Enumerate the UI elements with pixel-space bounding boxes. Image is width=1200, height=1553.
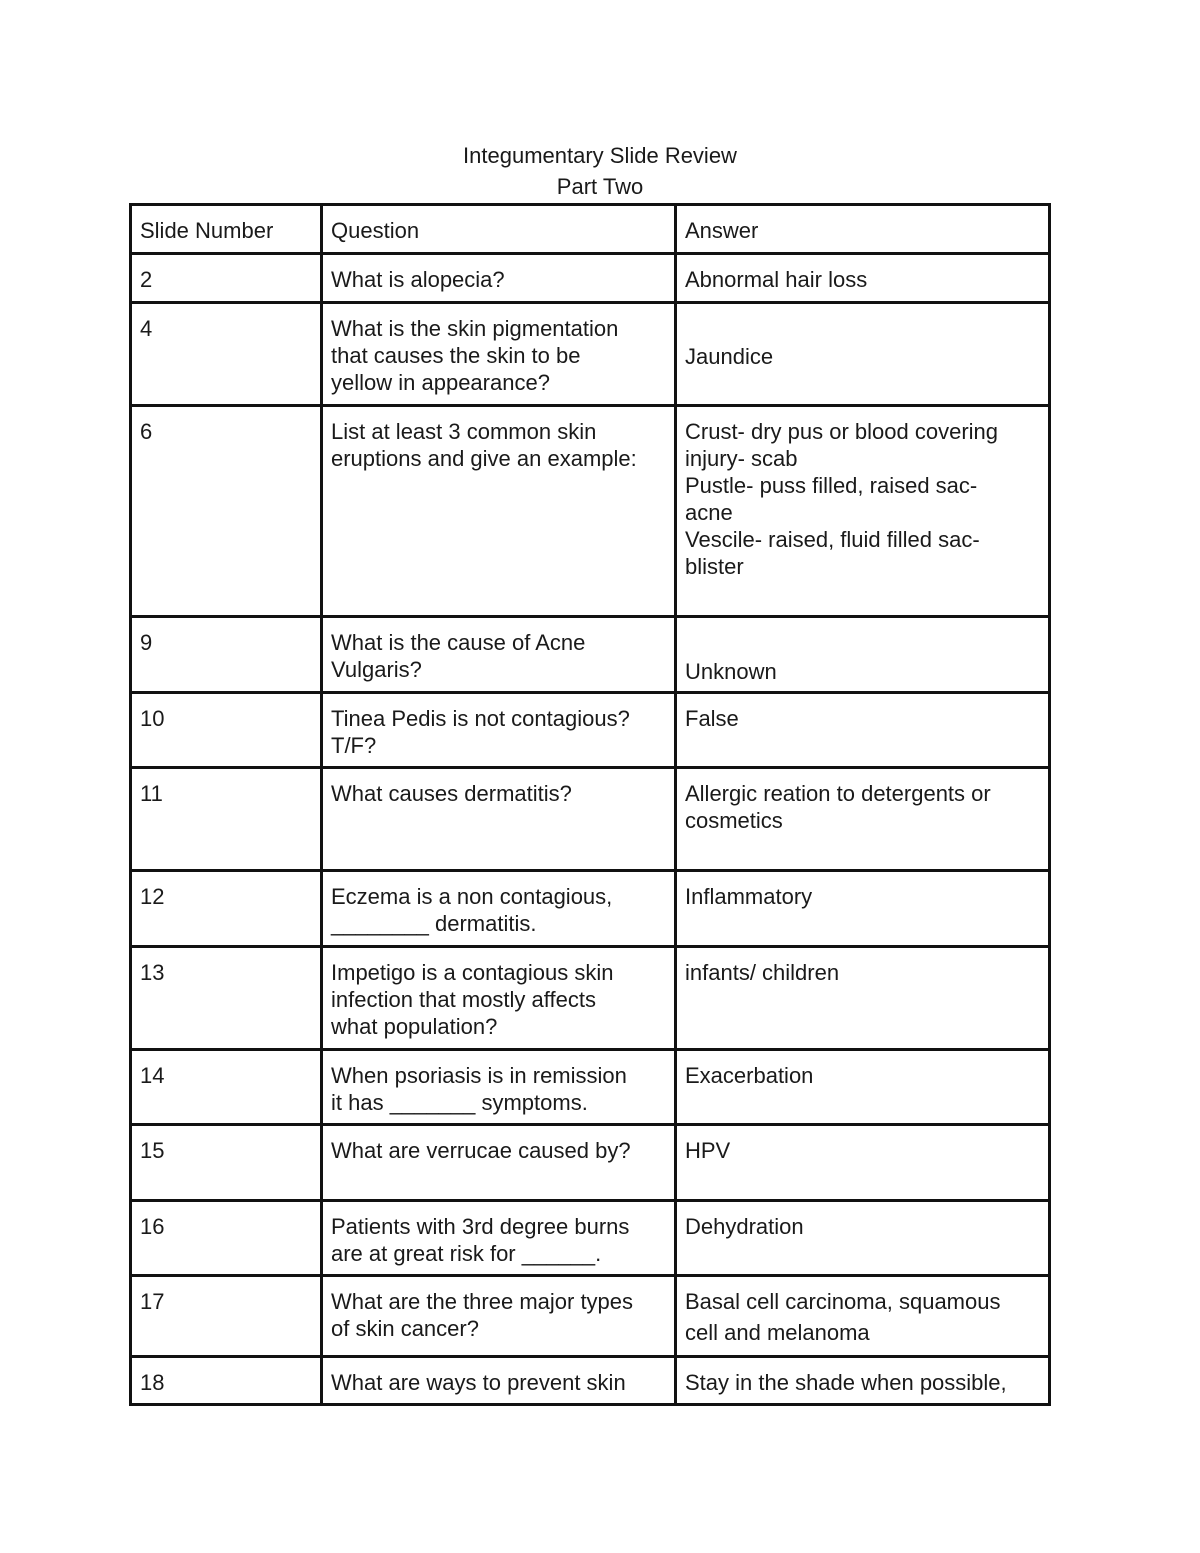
answer-cell: Unknown xyxy=(676,617,1050,693)
slide-number-cell: 18 xyxy=(131,1357,322,1405)
table-row xyxy=(131,1276,1050,1357)
question-cell: What causes dermatitis? xyxy=(322,768,676,871)
slide-number-cell: 17 xyxy=(131,1276,322,1357)
answer-cell: Basal cell carcinoma, squamous cell and melanoma xyxy=(676,1276,1050,1357)
answer-cell: HPV xyxy=(676,1125,1050,1201)
question-cell: When psoriasis is in remission it has _______ symptoms. xyxy=(322,1050,676,1125)
title-line-2: Part Two xyxy=(556,174,644,199)
answer-cell: Stay in the shade when possible, xyxy=(676,1357,1050,1405)
slide-number-cell: 11 xyxy=(131,768,322,871)
slide-number-cell: 14 xyxy=(131,1050,322,1125)
question-cell: What is alopecia? xyxy=(322,254,676,303)
slide-number-cell: 6 xyxy=(131,406,322,617)
answer-cell: Dehydration xyxy=(676,1201,1050,1276)
table-row xyxy=(131,303,1050,406)
table-row xyxy=(131,254,1050,303)
table-row xyxy=(131,947,1050,1050)
slide-number-cell: 2 xyxy=(131,254,322,303)
slide-number-cell: 15 xyxy=(131,1125,322,1201)
answer-cell: Allergic reation to detergents or cosmetics xyxy=(676,768,1050,871)
question-cell: What are the three major types of skin cancer? xyxy=(322,1276,676,1357)
table-row xyxy=(131,1125,1050,1201)
slide-number-cell: 13 xyxy=(131,947,322,1050)
question-cell: What is the skin pigmentation that causes the skin to be yellow in appearance? xyxy=(322,303,676,406)
answer-cell: Crust- dry pus or blood covering injury- scab Pustle- puss filled, raised sac- acne Vescile- raised, fluid filled sac- blister xyxy=(676,406,1050,617)
table-row xyxy=(131,693,1050,768)
table-row xyxy=(131,406,1050,617)
header-answer: Answer xyxy=(676,205,1050,254)
table-row xyxy=(131,1050,1050,1125)
question-cell: Patients with 3rd degree burns are at great risk for ______. xyxy=(322,1201,676,1276)
slide-number-cell: 4 xyxy=(131,303,322,406)
header-question: Question xyxy=(322,205,676,254)
table-row xyxy=(131,1357,1050,1405)
answer-cell: Exacerbation xyxy=(676,1050,1050,1125)
title-line-1: Integumentary Slide Review xyxy=(463,143,737,168)
question-cell: What is the cause of Acne Vulgaris? xyxy=(322,617,676,693)
slide-number-cell: 9 xyxy=(131,617,322,693)
table-row xyxy=(131,1201,1050,1276)
question-cell: Eczema is a non contagious, ________ dermatitis. xyxy=(322,871,676,947)
table-row xyxy=(131,871,1050,947)
slide-number-cell: 10 xyxy=(131,693,322,768)
document-title xyxy=(0,140,1200,202)
header-slide-number: Slide Number xyxy=(131,205,322,254)
question-cell: Tinea Pedis is not contagious? T/F? xyxy=(322,693,676,768)
question-cell: What are ways to prevent skin xyxy=(322,1357,676,1405)
slide-number-cell: 16 xyxy=(131,1201,322,1276)
table-row xyxy=(131,768,1050,871)
question-cell: Impetigo is a contagious skin infection that mostly affects what population? xyxy=(322,947,676,1050)
review-table xyxy=(129,203,1051,1406)
answer-cell: Jaundice xyxy=(676,303,1050,406)
answer-cell: infants/ children xyxy=(676,947,1050,1050)
answer-cell: Abnormal hair loss xyxy=(676,254,1050,303)
slide-number-cell: 12 xyxy=(131,871,322,947)
question-cell: What are verrucae caused by? xyxy=(322,1125,676,1201)
table-header-row xyxy=(131,205,1050,254)
question-cell: List at least 3 common skin eruptions and give an example: xyxy=(322,406,676,617)
answer-cell: Inflammatory xyxy=(676,871,1050,947)
table-row xyxy=(131,617,1050,693)
answer-cell: False xyxy=(676,693,1050,768)
